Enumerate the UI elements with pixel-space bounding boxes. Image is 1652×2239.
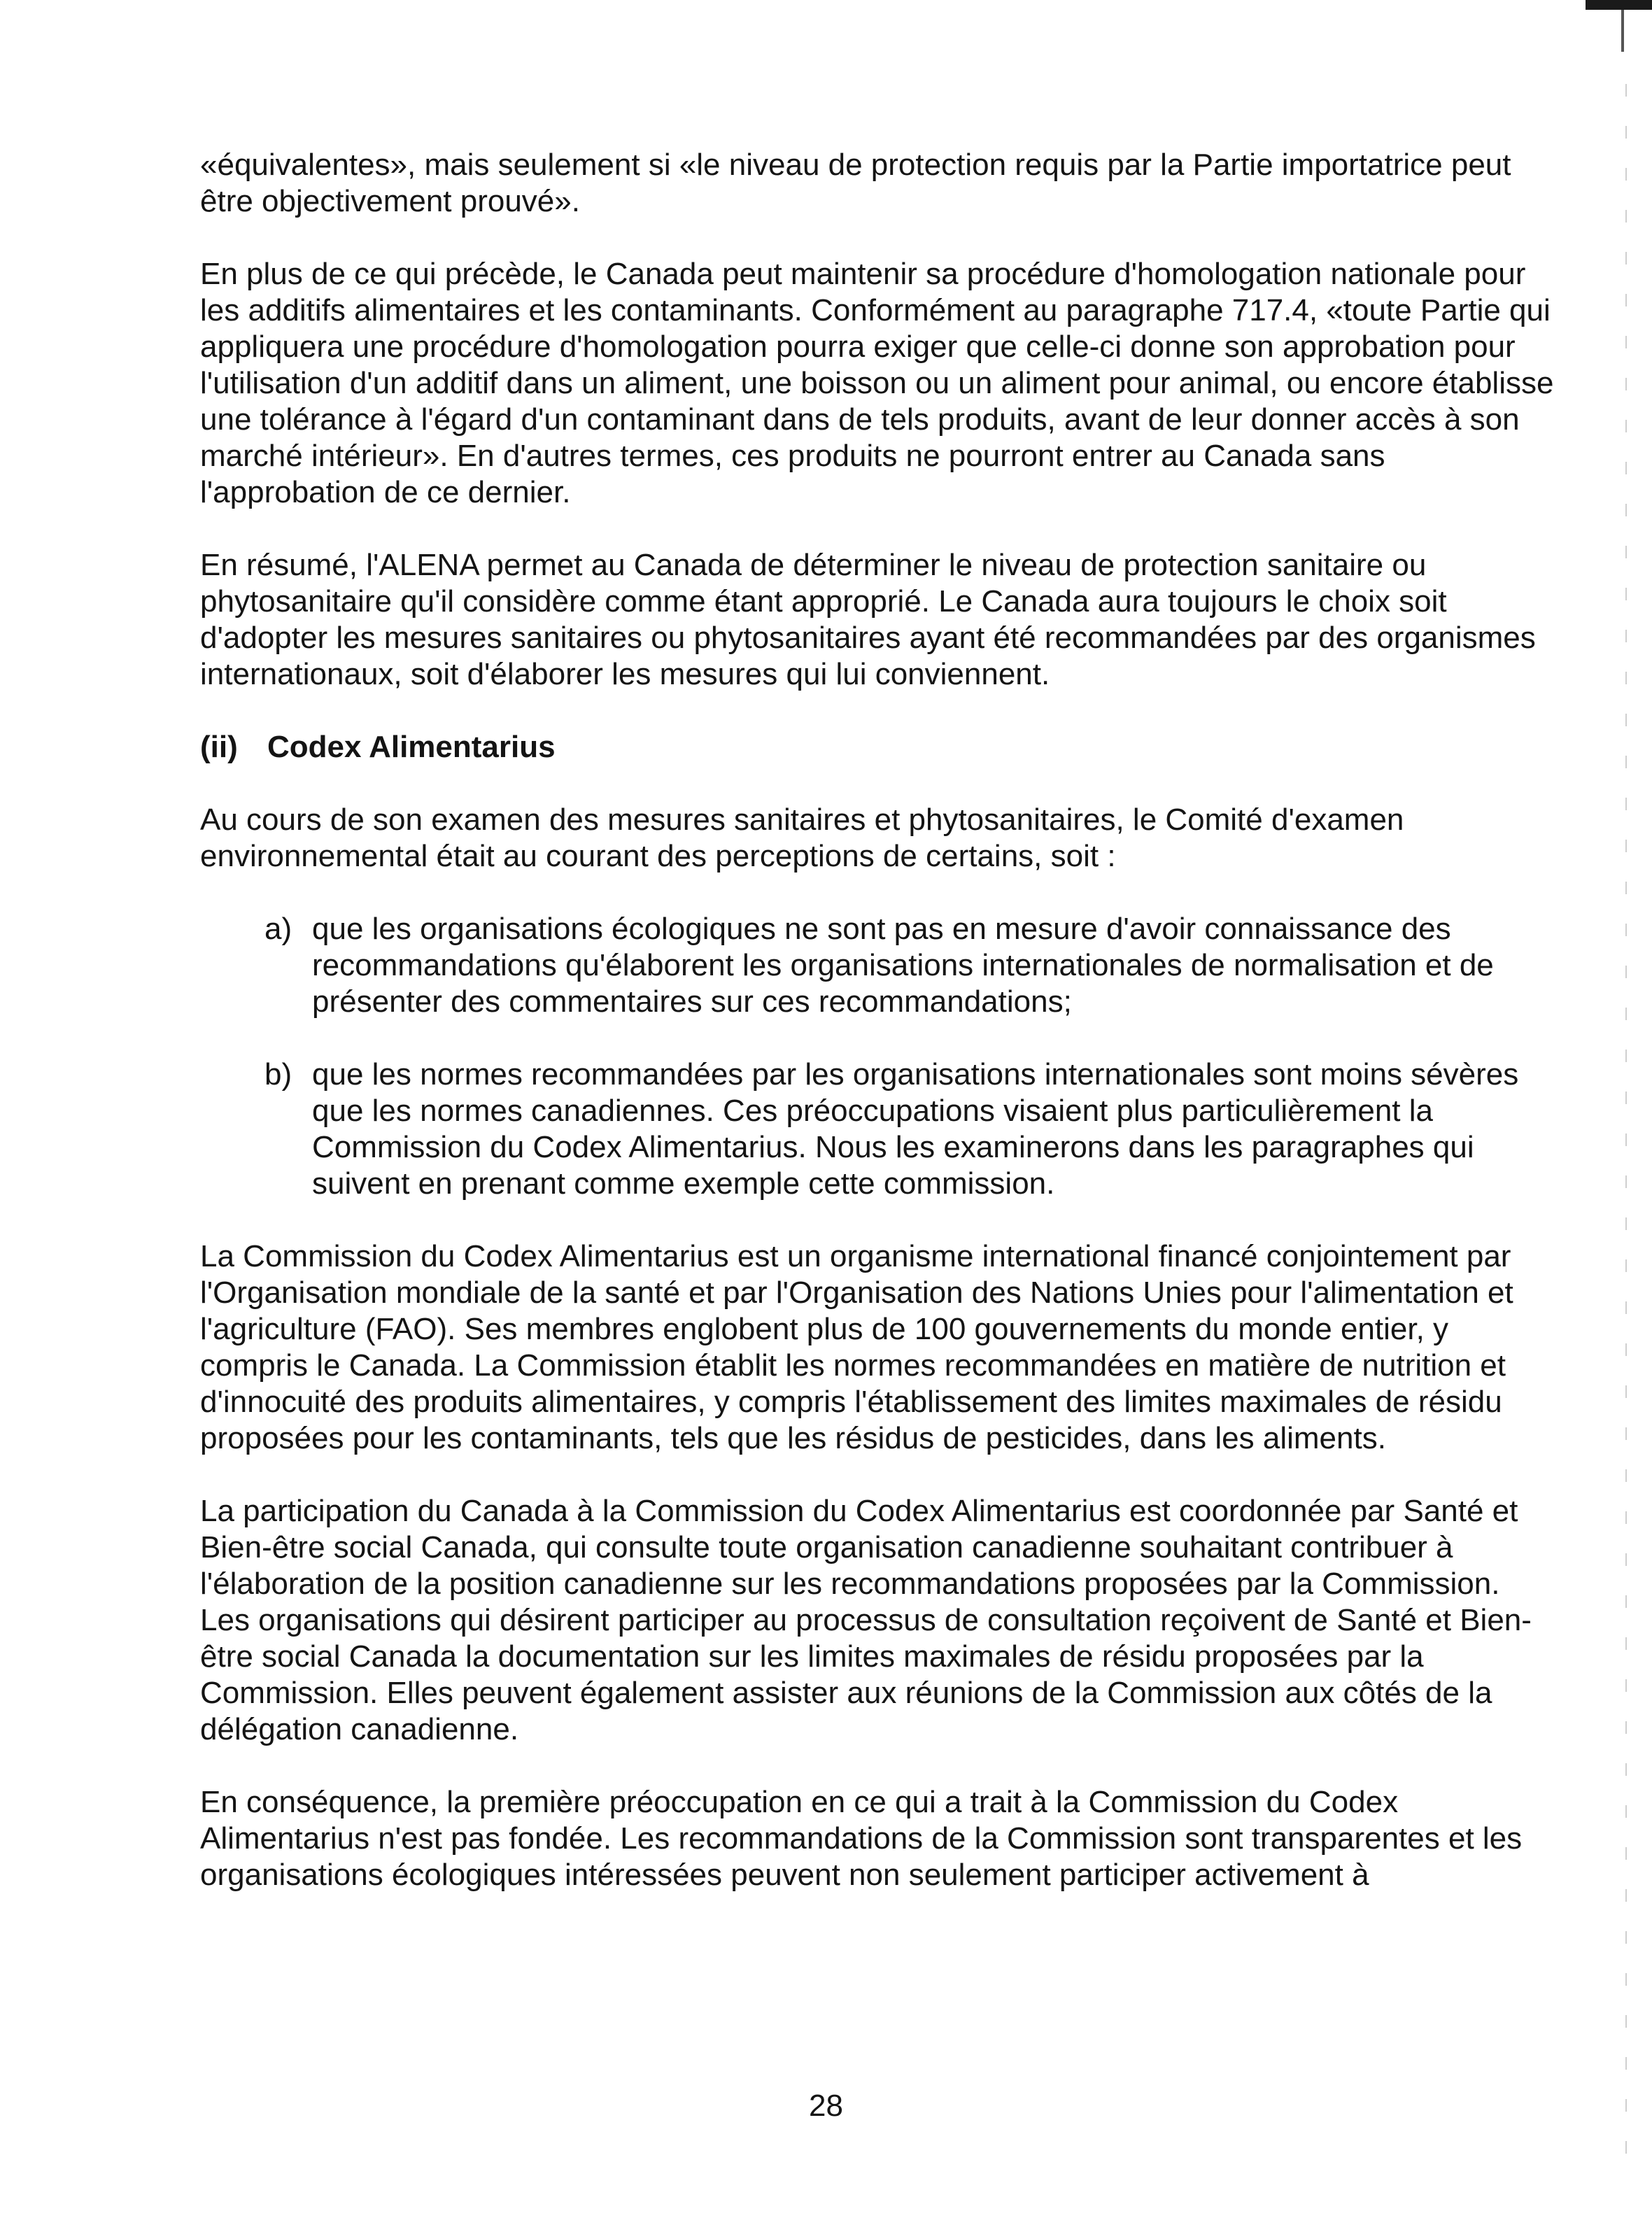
paragraph-4: Au cours de son examen des mesures sanitaires et phytosanitaires, le Comité d'examen environnemental était au courant des perceptions de certains, soit : bbox=[200, 803, 1404, 873]
list-item-text: que les organisations écologiques ne sont pas en mesure d'avoir connaissance des recommandations qu'élaborent les organisations internationales de normalisation et de présenter des commentaires sur ces recommandations; bbox=[312, 912, 1494, 1019]
page-number: 28 bbox=[809, 2089, 843, 2123]
list-marker: a) bbox=[264, 912, 292, 946]
scan-corner-tick bbox=[1621, 10, 1624, 52]
section-title: Codex Alimentarius bbox=[267, 730, 556, 764]
body-text bbox=[200, 147, 1558, 1930]
paragraph-1: «équivalentes», mais seulement si «le niveau de protection requis par la Partie importatrice peut être objectivement prouvé». bbox=[200, 148, 1511, 218]
paragraph-6: La participation du Canada à la Commission du Codex Alimentarius est coordonnée par Santé et Bien-être social Canada, qui consulte toute organisation canadienne souhaitant contribuer à l'élaboration de la position canadienne sur les recommandations proposées par la Commission. Les organisations qui désirent participer au processus de consultation reçoivent de Santé et Bien-être social Canada la documentation sur les limites maximales de résidu proposées par la Commission. Elles peuvent également assister aux réunions de la Commission aux côtés de la délégation canadienne. bbox=[200, 1494, 1532, 1746]
paragraph-3: En résumé, l'ALENA permet au Canada de déterminer le niveau de protection sanitaire ou phytosanitaire qu'il considère comme étant approprié. Le Canada aura toujours le choix soit d'adopter les mesures sanitaires ou phytosanitaires ayant été recommandées par des organismes internationaux, soit d'élaborer les mesures qui lui conviennent. bbox=[200, 548, 1536, 691]
list-item bbox=[200, 911, 1558, 1020]
paragraph-7: En conséquence, la première préoccupation en ce qui a trait à la Commission du Codex Alimentarius n'est pas fondée. Les recommandations de la Commission sont transparentes et les organisations écologiques intéressées peuvent non seulement participer activement à bbox=[200, 1785, 1523, 1892]
paragraph-2: En plus de ce qui précède, le Canada peut maintenir sa procédure d'homologation nationale pour les additifs alimentaires et les contaminants. Conformément au paragraphe 717.4, «toute Partie qui appliquera une procédure d'homologation pourra exiger que celle-ci donne son approbation pour l'utilisation d'un additif dans un aliment, une boisson ou un aliment pour animal, ou encore établisse une tolérance à l'égard d'un contaminant dans de tels produits, avant de leur donner accès à son marché intérieur». En d'autres termes, ces produits ne pourront entrer au Canada sans l'approbation de ce dernier. bbox=[200, 257, 1554, 509]
list-item-text: que les normes recommandées par les organisations internationales sont moins sévères que les normes canadiennes. Ces préoccupations visaient plus particulièrement la Commission du Codex Alimentarius. Nous les examinerons dans les paragraphes qui suivent en prenant comme exemple cette commission. bbox=[312, 1057, 1519, 1201]
list-marker: b) bbox=[264, 1057, 292, 1092]
paragraph-5: La Commission du Codex Alimentarius est un organisme international financé conjointement par l'Organisation mondiale de la santé et par l'Organisation des Nations Unies pour l'alimentation et l'agriculture (FAO). Ses membres englobent plus de 100 gouvernements du monde entier, y compris le Canada. La Commission établit les normes recommandées en matière de nutrition et d'innocuité des produits alimentaires, y compris l'établissement des limites maximales de résidu proposées pour les contaminants, tels que les résidus de pesticides, dans les aliments. bbox=[200, 1239, 1513, 1455]
scan-edge-line bbox=[1625, 84, 1627, 2183]
scan-corner-mark bbox=[1586, 0, 1652, 10]
section-number: (ii) bbox=[200, 730, 238, 764]
list-item bbox=[200, 1057, 1558, 1202]
section-heading bbox=[200, 729, 1558, 765]
